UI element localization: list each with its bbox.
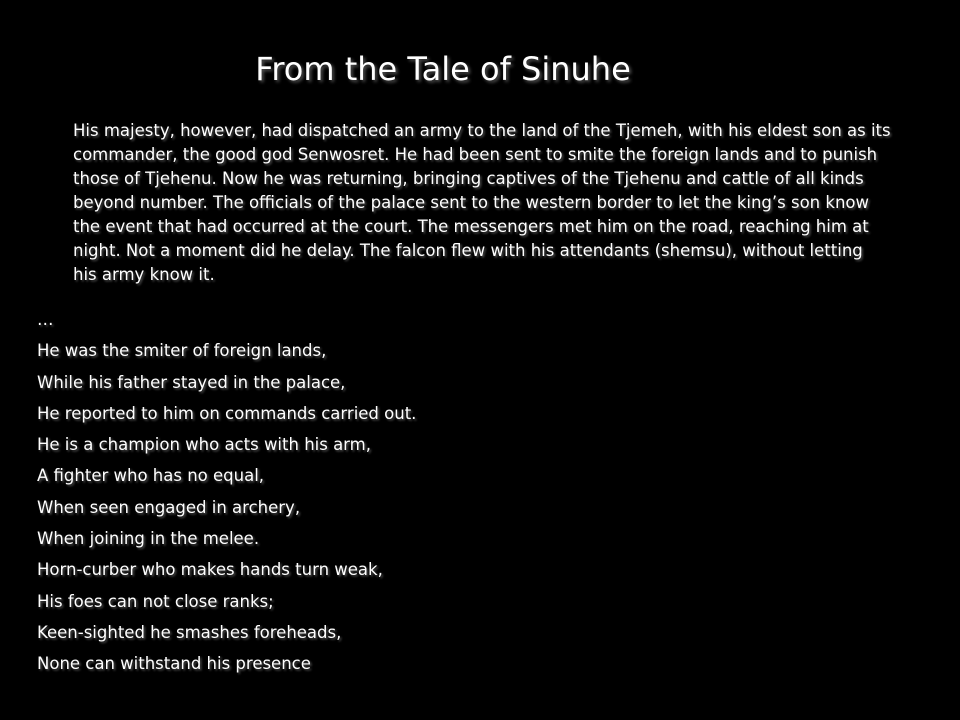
- verse-block: [37, 304, 917, 680]
- verse-line: He is a champion who acts with his arm,: [37, 435, 371, 455]
- prose-line: His majesty, however, had dispatched an army to the land of the Tjemeh, with his eldest son as its: [73, 121, 891, 140]
- prose-line: night. Not a moment did he delay. The falcon flew with his attendants (shemsu), without letting: [73, 241, 863, 260]
- prose-line: beyond number. The officials of the palace sent to the western border to let the king’s son know: [73, 193, 869, 212]
- verse-line: When seen engaged in archery,: [37, 497, 301, 517]
- slide-title: From the Tale of Sinuhe: [255, 50, 631, 88]
- verse-line: His foes can not close ranks;: [37, 591, 274, 611]
- prose-line: commander, the good god Senwosret. He had been sent to smite the foreign lands and to punish: [73, 145, 878, 164]
- prose-line: those of Tjehenu. Now he was returning, bringing captives of the Tjehenu and cattle of all kinds: [73, 169, 864, 188]
- verse-line: Horn-curber who makes hands turn weak,: [37, 560, 383, 580]
- verse-line: Keen-sighted he smashes foreheads,: [37, 622, 342, 642]
- prose-paragraph: [73, 119, 923, 287]
- verse-line: He was the smiter of foreign lands,: [37, 341, 327, 361]
- prose-line: the event that had occurred at the court. The messengers met him on the road, reaching him at: [73, 217, 869, 236]
- prose-line: his army know it.: [73, 265, 215, 284]
- verse-line: He reported to him on commands carried out.: [37, 403, 417, 423]
- verse-line: A fighter who has no equal,: [37, 466, 265, 486]
- verse-line: When joining in the melee.: [37, 529, 260, 549]
- verse-line: While his father stayed in the palace,: [37, 372, 346, 392]
- ellipsis-line: …: [37, 310, 54, 329]
- verse-line: None can withstand his presence: [37, 654, 311, 674]
